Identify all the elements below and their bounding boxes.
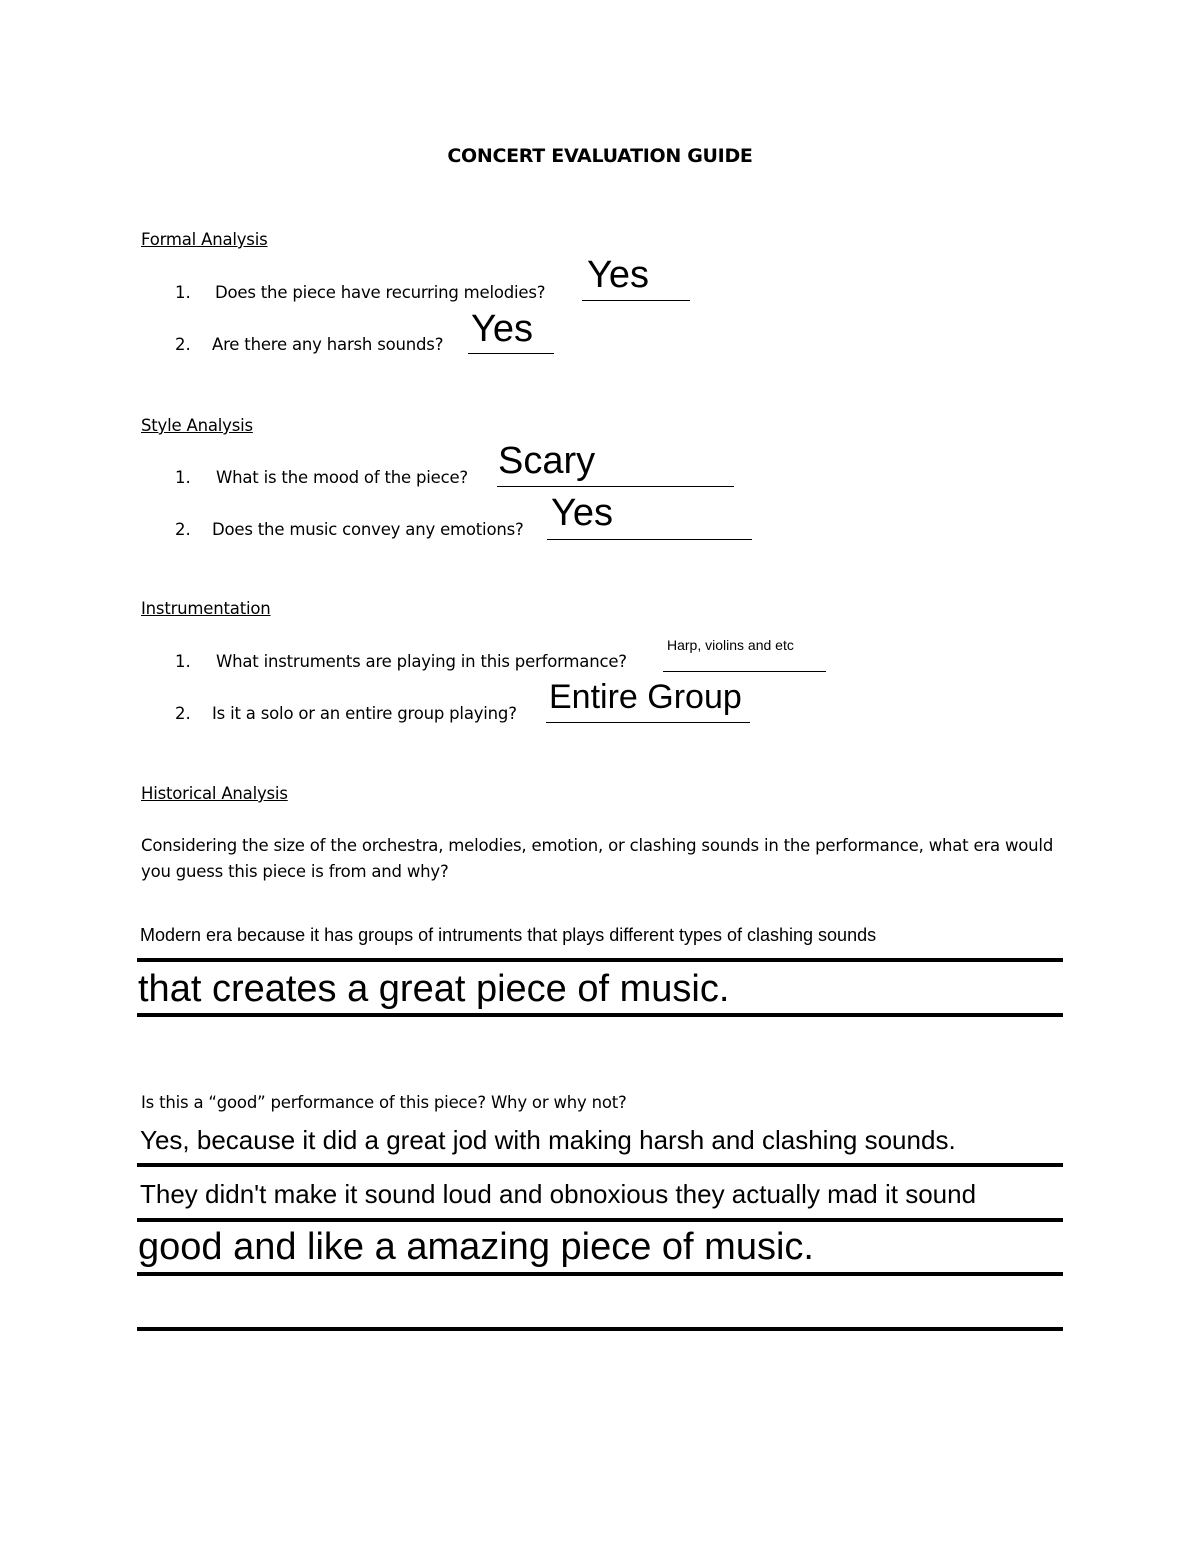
question-number: 2. [175,335,191,354]
answer-text[interactable]: Yes [587,254,649,296]
answer-blank[interactable] [547,539,752,540]
section-heading-historical: Historical Analysis [141,784,288,803]
performance-answer-line[interactable]: They didn't make it sound loud and obnoxious they actually mad it sound [140,1179,977,1209]
section-heading-style: Style Analysis [141,416,253,435]
question-number: 1. [175,652,191,671]
answer-rule [137,1327,1063,1331]
answer-rule [137,1218,1063,1222]
historical-answer-line[interactable]: Modern era because it has groups of intruments that plays different types of clashing sounds [140,925,877,945]
answer-rule [137,1013,1063,1017]
question-text: Does the piece have recurring melodies? [215,283,546,302]
answer-blank[interactable] [546,722,750,723]
page-title: CONCERT EVALUATION GUIDE [447,145,753,167]
answer-blank[interactable] [497,486,734,487]
answer-blank[interactable] [663,671,826,672]
section-heading-instrumentation: Instrumentation [141,599,271,618]
question-number: 1. [175,468,191,487]
question-number: 2. [175,520,191,539]
question-text: Does the music convey any emotions? [212,520,524,539]
answer-blank[interactable] [468,353,554,354]
performance-question: Is this a “good” performance of this piece? Why or why not? [141,1093,627,1112]
question-number: 1. [175,283,191,302]
answer-blank[interactable] [582,300,690,301]
answer-text[interactable]: Harp, violins and etc [667,637,794,653]
answer-text[interactable]: Yes [471,308,533,350]
question-text: Is it a solo or an entire group playing? [212,704,517,723]
answer-rule [137,1272,1063,1276]
question-text: What instruments are playing in this performance? [216,652,627,671]
historical-question: Considering the size of the orchestra, melodies, emotion, or clashing sounds in the performance, what era would you guess this piece is from and why? [141,836,1054,881]
performance-answer-line[interactable]: Yes, because it did a great jod with making harsh and clashing sounds. [140,1125,956,1155]
answer-text[interactable]: Entire Group [549,678,742,716]
answer-rule [137,1163,1063,1167]
answer-text[interactable]: Scary [498,440,596,482]
question-text: What is the mood of the piece? [216,468,468,487]
section-heading-formal: Formal Analysis [141,230,268,249]
answer-rule [137,958,1063,962]
performance-answer-line[interactable]: good and like a amazing piece of music. [138,1226,814,1268]
answer-text[interactable]: Yes [551,492,613,534]
historical-answer-line[interactable]: that creates a great piece of music. [138,968,730,1010]
question-number: 2. [175,704,191,723]
question-text: Are there any harsh sounds? [212,335,444,354]
